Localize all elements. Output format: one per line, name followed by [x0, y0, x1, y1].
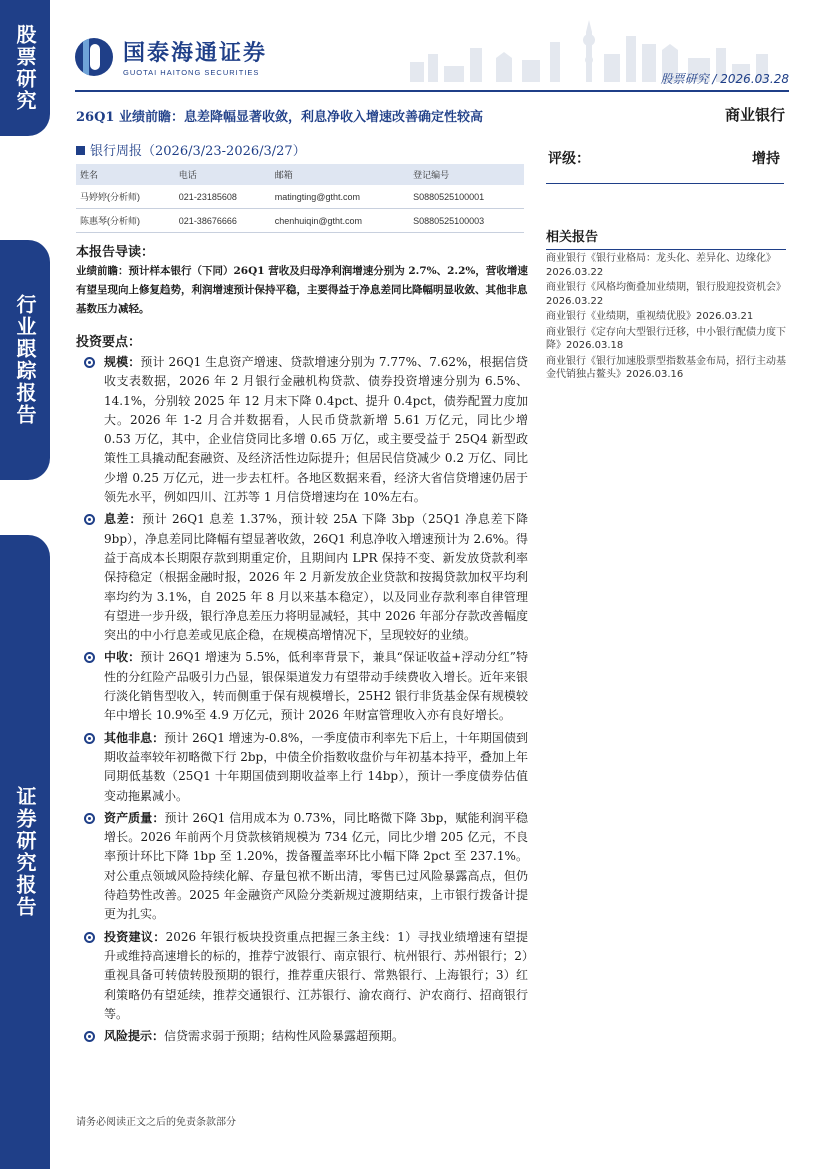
analyst-contact-table — [76, 164, 524, 233]
point-text: 预计 26Q1 增速为 5.5%，低利率背景下，兼具“保证收益+浮动分红”特性的分红险产品吸引力凸显，银保渠道发力有望带动手续费收入增长。近年来银行淡化销售型收入，转而侧重于保有规模增长，25H2 银行非货基金保有规模较年中增长 10.9%至 4.9 万亿元，预计 2026 年财富管理收入亦有良好增长。 — [104, 650, 528, 723]
table-row — [76, 185, 524, 209]
circle-bullet-icon — [84, 652, 95, 663]
report-type-date: 股票研究 / 2026.03.28 — [660, 72, 789, 86]
col-header-phone: 电话 — [175, 164, 271, 185]
analyst-email[interactable]: matingting@gtht.com — [271, 185, 409, 209]
col-header-name: 姓名 — [76, 164, 175, 185]
related-report-link[interactable]: 商业银行《风格均衡叠加业绩期，银行股迎投资机会》2026.03.22 — [546, 282, 786, 307]
rating-label: 评级： — [548, 151, 590, 167]
guide-heading: 本报告导读： — [76, 245, 155, 260]
report-title: 26Q1 业绩前瞻：息差降幅显著收敛，利息净收入增速改善确定性较高 — [76, 110, 483, 125]
guide-summary — [76, 262, 528, 319]
list-item — [82, 928, 528, 1024]
analyst-reg-no: S0880525100001 — [409, 185, 524, 209]
analyst-reg-no: S0880525100003 — [409, 209, 524, 233]
side-tag-industry-tracking: 行业跟踪报告 — [0, 240, 50, 480]
brand-name-en: GUOTAI HAITONG SECURITIES — [123, 68, 260, 77]
analyst-name: 陈惠琴(分析师) — [76, 209, 175, 233]
point-text: 信贷需求弱于预期；结构性风险暴露超预期。 — [164, 1029, 405, 1044]
report-subtitle — [76, 140, 306, 159]
logo-icon — [75, 38, 113, 76]
point-label: 资产质量： — [104, 810, 165, 825]
point-text: 预计 26Q1 信用成本为 0.73%，同比略微下降 3bp，赋能利润平稳增长。2026 年前两个月贷款核销规模为 734 亿元，同比少增 205 亿元，不良率预计环比下降 1bp 至 1.20%，拨备覆盖率环比小幅下降 2pct 至 237.1%。对公重点领域风险持续化解、存量包袱不断出清，零售已过风险暴露高点，但仍待趋势性改善。2025 年金融资产风险分类新规过渡期结束，上市银行拨备计提更为扎实。 — [104, 810, 528, 922]
list-item — [82, 809, 528, 925]
related-report-link[interactable]: 商业银行《定存向大型银行迁移，中小银行配债力度下降》2026.03.18 — [546, 326, 786, 351]
brand-name-cn: 国泰海通证券 — [123, 41, 268, 66]
analyst-phone: 021-38676666 — [175, 209, 271, 233]
circle-bullet-icon — [84, 733, 95, 744]
header-divider — [75, 90, 789, 92]
related-reports-heading: 相关报告 — [546, 226, 786, 250]
related-reports — [546, 226, 786, 382]
point-text: 预计 26Q1 息差 1.37%，预计较 25A 下降 3bp（25Q1 净息差下降 9bp），净息差同比降幅有望显著收敛，26Q1 利息净收入增速预计为 2.6%。得益于高成本长期限存款到期重定价，且期间内 LPR 保持不变、新发放贷款利率保持稳定（根据金融时报，2026 年 2 月新发放企业贷款和按揭贷款加权平均利率均约为 3.1%，自 2025 年 8 月以来基本稳定），以及同业存款利率自律管理有望进一步升级，银行净息差压力将明显减轻，其中 2026 年部分存款改善幅度突出的中小行息差或见底企稳，在规模高增情况下，呈现较好的业绩。 — [104, 512, 528, 643]
point-label: 息差： — [104, 512, 143, 527]
rating-value: 增持 — [752, 151, 780, 167]
point-text: 2026 年银行板块投资重点把握三条主线：1）寻找业绩增速有望提升或维持高速增长的标的，推荐宁波银行、南京银行、杭州银行、苏州银行；2）重视具备可转债转股预期的银行，推荐重庆银行、常熟银行、上海银行；3）红利策略仍有望延续，推荐交通银行、江苏银行、渝农商行、沪农商行、招商银行等。 — [104, 929, 528, 1021]
list-item — [82, 1027, 528, 1046]
point-text: 预计 26Q1 生息资产增速、贷款增速分别为 7.77%、7.62%，根据信贷收支表数据，2026 年 2 月银行金融机构贷款、债券投资增速分别为 6.5%、14.1%，分别较 2025 年 12 月末下降 0.4pct、提升 0.4pct，债券配置力度加大。2026 年 1-2 月合并数据看，人民币贷款新增 5.61 万亿元，同比少增 0.53 万亿，其中，企业信贷同比多增 0.65 万亿，或主要受益于 25Q4 新型政策性工具撬动配套融资、及经济活性边际提升；但居民信贷减少 0.2 万亿、同比少增 0.25 万亿元，进一步去杠杆。各地区数据来看，经济大省信贷增速仍居于领先水平，例如四川、江苏等 1 月信贷增速均在 10%左右。 — [104, 355, 528, 505]
rating-box — [546, 144, 784, 184]
related-report-link[interactable]: 商业银行《银行业格局：龙头化、差异化、边缘化》2026.03.22 — [546, 253, 776, 278]
related-report-link[interactable]: 商业银行《银行加速股票型指数基金布局，招行主动基金代销独占鳌头》2026.03.16 — [546, 355, 786, 380]
analyst-email[interactable]: chenhuiqin@gtht.com — [271, 209, 409, 233]
point-label: 风险提示： — [104, 1029, 165, 1044]
side-tag-stock-research: 股票研究 — [0, 0, 50, 136]
list-item — [82, 648, 528, 725]
subtitle-text: 银行周报（2026/3/23-2026/3/27） — [90, 144, 306, 159]
list-item — [82, 353, 528, 507]
col-header-email: 邮箱 — [271, 164, 409, 185]
investment-heading: 投资要点： — [76, 335, 142, 350]
circle-bullet-icon — [84, 932, 95, 943]
list-item — [82, 729, 528, 806]
point-label: 规模： — [104, 355, 141, 369]
col-header-reg-no: 登记编号 — [409, 164, 524, 185]
table-header-row — [76, 164, 524, 185]
brand-logo — [75, 36, 267, 77]
side-tag-securities-research: 证券研究报告 — [0, 535, 50, 1169]
point-text: 预计 26Q1 增速为-0.8%，一季度债市利率先下后上，十年期国债到期收益率较年初略微下行 2bp，中债全价指数收盘价与年初基本持平，叠加上年同期低基数（25Q1 十年期国债到期收益率上行 14bp），预计一季度债券估值变动拖累减小。 — [104, 730, 528, 803]
point-label: 中收： — [104, 650, 141, 665]
table-row — [76, 209, 524, 233]
square-bullet-icon — [76, 146, 85, 155]
circle-bullet-icon — [84, 1031, 95, 1042]
circle-bullet-icon — [84, 813, 95, 824]
analyst-phone: 021-23185608 — [175, 185, 271, 209]
guide-lead: 业绩前瞻： — [76, 265, 129, 277]
related-report-link[interactable]: 商业银行《业绩期，重视绩优股》2026.03.21 — [546, 311, 754, 322]
point-label: 其他非息： — [104, 730, 165, 745]
sector-label: 商业银行 — [724, 106, 785, 124]
guide-text: 预计样本银行（下同）26Q1 营收及归母净利润增速分别为 2.7%、2.2%，营收增速有望呈现向上修复趋势，利润增速预计保持平稳，主要得益于净息差同比降幅明显收敛、其他非息基数压力减轻。 — [76, 265, 528, 315]
disclaimer-footer: 请务必阅读正文之后的免责条款部分 — [76, 1117, 236, 1128]
circle-bullet-icon — [84, 514, 95, 525]
point-label: 投资建议： — [104, 929, 166, 944]
analyst-name: 马婷婷(分析师) — [76, 185, 175, 209]
circle-bullet-icon — [84, 357, 95, 368]
list-item — [82, 510, 528, 645]
investment-points — [82, 353, 528, 1049]
